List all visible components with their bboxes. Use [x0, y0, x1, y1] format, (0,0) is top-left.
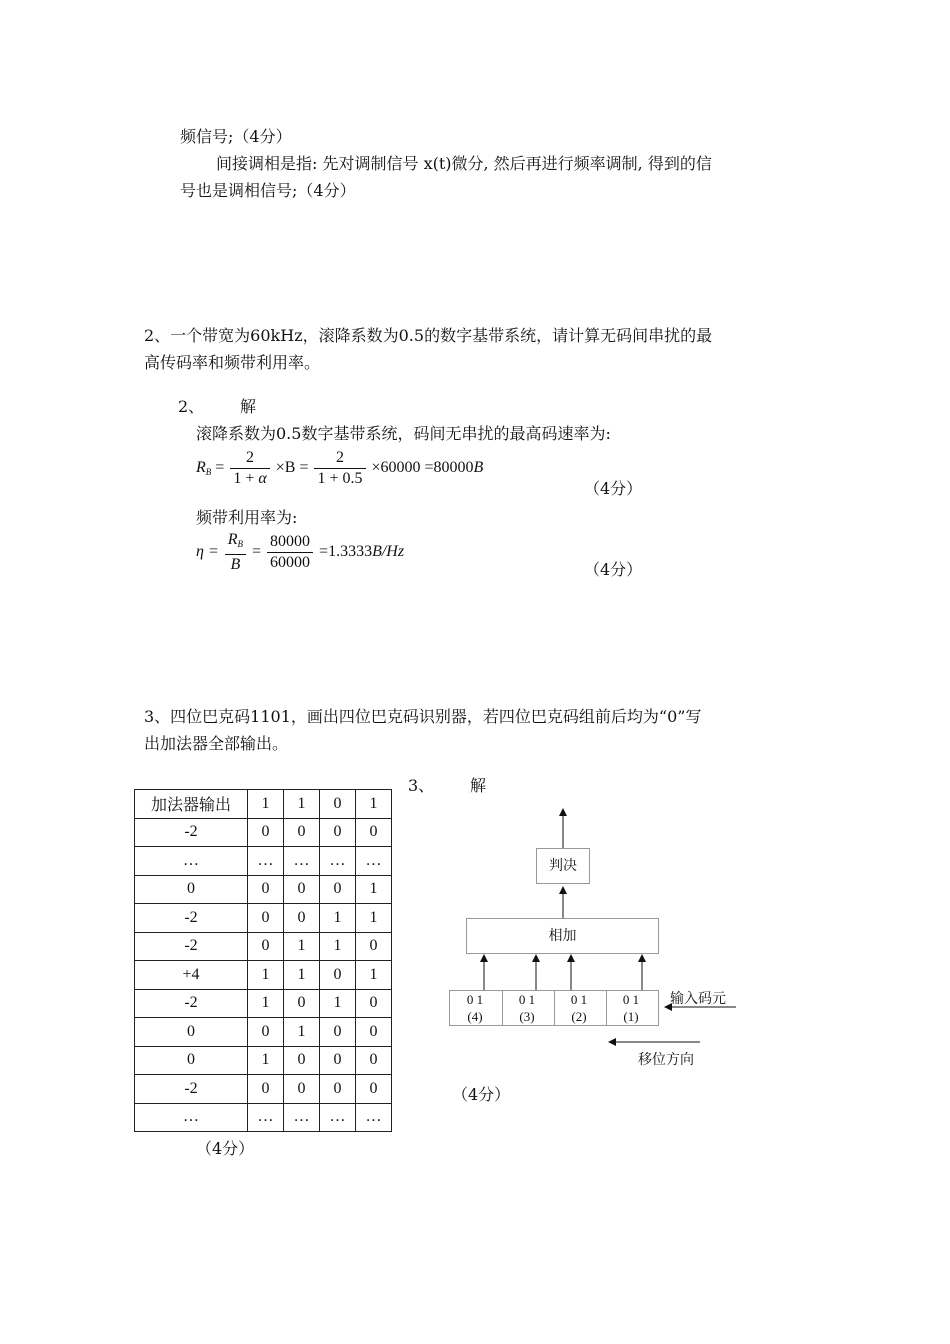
bit-cell: 1 — [356, 904, 392, 933]
eq2-frac2-den: 60000 — [270, 554, 311, 571]
q3-table-score: （4分） — [196, 1139, 255, 1158]
bit-cell: 1 — [356, 875, 392, 904]
bit-cell: 0 — [248, 932, 284, 961]
eq1-unit: B — [473, 459, 484, 477]
q2-answer-number: 2、 — [178, 397, 205, 416]
adder-output-cell: 加法器输出 — [135, 790, 248, 819]
register-cell-bits: 0 1 — [622, 992, 640, 1007]
register-cell-index: (1) — [623, 1009, 639, 1024]
bit-cell: 1 — [356, 790, 392, 819]
adder-output-cell: +4 — [135, 961, 248, 990]
adder-output-cell: 0 — [135, 875, 248, 904]
register-cell-bits: 0 1 — [518, 992, 536, 1007]
bit-cell: 0 — [284, 875, 320, 904]
q2-answer-label: 解 — [240, 397, 257, 416]
bit-cell: 0 — [320, 961, 356, 990]
q2-question-line1: 2、一个带宽为60kHz，滚降系数为0.5的数字基带系统，请计算无码间串扰的最 — [144, 326, 713, 345]
eq1-times-b: ×B = — [275, 459, 309, 477]
adder-output-cell: -2 — [135, 904, 248, 933]
bit-cell: 0 — [320, 790, 356, 819]
eq1-lhs: R — [196, 459, 206, 477]
bit-cell: 1 — [320, 904, 356, 933]
input-code-label: 输入码元 — [670, 991, 726, 1007]
eq1-tail: ×60000 =80000 — [371, 459, 474, 477]
eq2-frac1-den: B — [230, 556, 241, 573]
eq1-lhs-sub: B — [205, 467, 212, 478]
bit-cell: 0 — [356, 1018, 392, 1047]
bit-cell: 0 — [248, 818, 284, 847]
adder-output-cell: 0 — [135, 1046, 248, 1075]
bit-cell: … — [320, 847, 356, 876]
bit-cell: 1 — [284, 932, 320, 961]
eq1-frac2-num: 2 — [314, 448, 365, 469]
bit-cell: 0 — [320, 1018, 356, 1047]
bit-cell: 1 — [248, 790, 284, 819]
bit-cell: 0 — [320, 818, 356, 847]
bit-cell: 0 — [356, 818, 392, 847]
bit-cell: 1 — [248, 961, 284, 990]
bit-cell: … — [248, 847, 284, 876]
eq2-lhs: η = — [196, 543, 219, 561]
adder-output-cell: -2 — [135, 818, 248, 847]
decision-box: 判决 — [536, 848, 590, 884]
q2-text1: 滚降系数为0.5数字基带系统，码间无串扰的最高码速率为: — [196, 424, 611, 443]
register-cell-bits: 0 1 — [466, 992, 484, 1007]
adder-output-cell: … — [135, 1103, 248, 1132]
bit-cell: 0 — [248, 1018, 284, 1047]
bit-cell: 0 — [320, 1046, 356, 1075]
bit-cell: 0 — [248, 1075, 284, 1104]
bit-cell: … — [356, 1103, 392, 1132]
eq2-unit: B/Hz — [372, 543, 405, 561]
q3-question-line1: 3、四位巴克码1101，画出四位巴克码识别器，若四位巴克码组前后均为“0”写 — [144, 707, 702, 726]
adder-output-cell: … — [135, 847, 248, 876]
bit-cell: … — [248, 1103, 284, 1132]
eq2-frac1-num: $R_B$ — [225, 530, 246, 555]
q2-question-line2: 高传码率和频带利用率。 — [144, 353, 321, 372]
bit-cell: 1 — [284, 961, 320, 990]
eq1-frac2-den: 1 + 0.5 — [317, 470, 363, 487]
bit-cell: 0 — [356, 1075, 392, 1104]
bit-cell: 0 — [356, 932, 392, 961]
bit-cell: 0 — [284, 1075, 320, 1104]
q3-diagram-score: （4分） — [452, 1085, 511, 1104]
bit-cell: 1 — [320, 989, 356, 1018]
adder-output-cell: -2 — [135, 932, 248, 961]
bit-cell: … — [284, 1103, 320, 1132]
adder-output-cell: -2 — [135, 989, 248, 1018]
eq2-tail: =1.3333 — [319, 543, 373, 561]
q2-score1: （4分） — [584, 479, 643, 498]
bit-cell: 0 — [284, 904, 320, 933]
q2-score2: （4分） — [584, 560, 643, 579]
bit-cell: 1 — [248, 989, 284, 1018]
q1-line2: 间接调相是指: 先对调制信号 x(t)微分, 然后再进行频率调制, 得到的信 — [216, 154, 712, 173]
bit-cell: … — [356, 847, 392, 876]
q3-answer-label: 解 — [470, 776, 487, 795]
adder-box: 相加 — [466, 918, 659, 954]
bit-cell: 1 — [248, 1046, 284, 1075]
bit-cell: 0 — [284, 818, 320, 847]
bit-cell: … — [320, 1103, 356, 1132]
eq1-frac1-num: 2 — [230, 448, 269, 469]
bit-cell: 1 — [284, 790, 320, 819]
register-cell-index: (3) — [519, 1009, 535, 1024]
q3-answer-number: 3、 — [408, 776, 435, 795]
bit-cell: 0 — [356, 1046, 392, 1075]
bit-cell: 0 — [284, 989, 320, 1018]
q2-text2: 频带利用率为: — [196, 508, 298, 527]
register-cell-index: (4) — [467, 1009, 483, 1024]
eq1-frac1-den: 1 + α — [233, 470, 267, 487]
bit-cell: 1 — [356, 961, 392, 990]
q3-question-line2: 出加法器全部输出。 — [144, 734, 289, 753]
bit-cell: 0 — [284, 1046, 320, 1075]
bit-cell: 1 — [284, 1018, 320, 1047]
bit-cell: 0 — [356, 989, 392, 1018]
q2-equation2: η = $\frac{R_B}{B}$ = $\frac{80000}{60000}$ =1.3333B/Hz — [196, 531, 405, 573]
adder-output-cell: 0 — [135, 1018, 248, 1047]
adder-output-cell: -2 — [135, 1075, 248, 1104]
q1-line1: 频信号;（4分） — [180, 127, 292, 146]
q1-line3: 号也是调相信号;（4分） — [180, 181, 356, 200]
bit-cell: 0 — [320, 875, 356, 904]
bit-cell: 0 — [248, 904, 284, 933]
bit-cell: 0 — [320, 1075, 356, 1104]
bit-cell: 1 — [320, 932, 356, 961]
shift-direction-label: 移位方向 — [638, 1052, 694, 1068]
register-cell-index: (2) — [571, 1009, 587, 1024]
bit-cell: 0 — [248, 875, 284, 904]
eq2-frac2-num: 80000 — [267, 532, 313, 553]
bit-cell: … — [284, 847, 320, 876]
q2-equation1: $R_B$ = $\frac{2}{1 + \alpha}$ ×B = $\frac{2}{1 + 0.5}$ ×60000 =80000B — [196, 449, 484, 487]
register-cell-bits: 0 1 — [570, 992, 588, 1007]
